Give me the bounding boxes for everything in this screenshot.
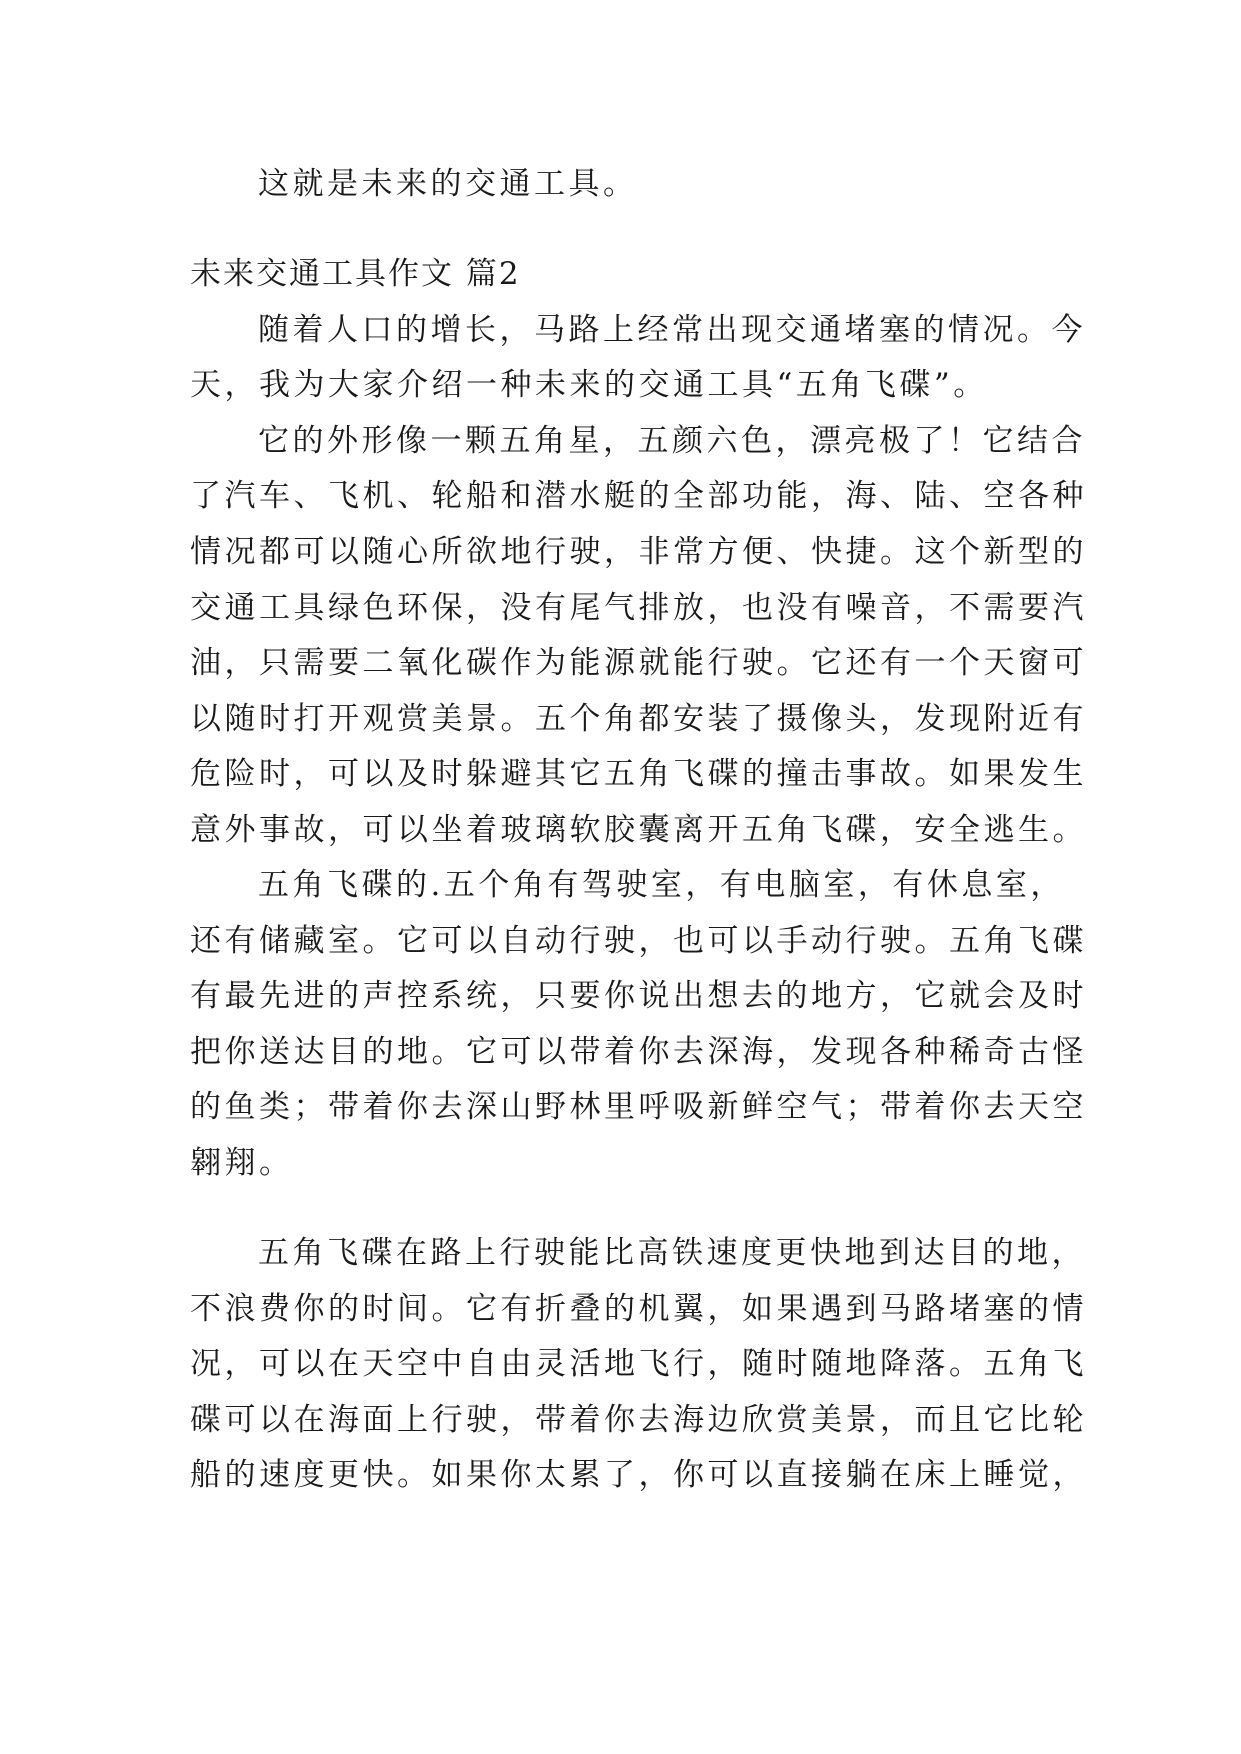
paragraph-line: 不浪费你的时间。它有折叠的机翼，如果遇到马路堵塞的情	[190, 1291, 1087, 1327]
paragraph-line: 碟可以在海面上行驶，带着你去海边欣赏美景，而且它比轮	[190, 1402, 1087, 1438]
paragraph-line: 的鱼类；带着你去深山野林里呼吸新鲜空气；带着你去天空	[190, 1089, 1087, 1125]
paragraph-line: 危险时，可以及时躲避其它五角飞碟的撞击事故。如果发生	[190, 756, 1087, 792]
paragraph-line: 意外事故，可以坐着玻璃软胶囊离开五角飞碟，安全逃生。	[190, 812, 1087, 848]
paragraph-line: 船的速度更快。如果你太累了，你可以直接躺在床上睡觉，	[190, 1457, 1087, 1493]
paragraph-line: 以随时打开观赏美景。五个角都安装了摄像头，发现附近有	[190, 701, 1087, 737]
paragraph-line: 油，只需要二氧化碳作为能源就能行驶。它还有一个天窗可	[190, 645, 1087, 681]
paragraph-line: 这就是未来的交通工具。	[258, 166, 638, 202]
paragraph-line: 天，我为大家介绍一种未来的交通工具“五角飞碟”。	[190, 367, 988, 403]
paragraph-line: 翱翔。	[190, 1145, 294, 1181]
paragraph-line: 还有储藏室。它可以自动行驶，也可以手动行驶。五角飞碟	[190, 923, 1087, 959]
paragraph-line: 五角飞碟的.五个角有驾驶室，有电脑室，有休息室，	[258, 867, 1065, 903]
paragraph-line: 了汽车、飞机、轮船和潜水艇的全部功能，海、陆、空各种	[190, 478, 1087, 514]
paragraph-line: 随着人口的增长，马路上经常出现交通堵塞的情况。今	[258, 312, 1086, 348]
paragraph-line: 五角飞碟在路上行驶能比高铁速度更快地到达目的地，	[258, 1235, 1086, 1271]
section-heading: 未来交通工具作文 篇2	[190, 256, 521, 292]
paragraph-line: 情况都可以随心所欲地行驶，非常方便、快捷。这个新型的	[190, 534, 1087, 570]
paragraph-line: 把你送达目的地。它可以带着你去深海，发现各种稀奇古怪	[190, 1034, 1087, 1070]
paragraph-line: 有最先进的声控系统，只要你说出想去的地方，它就会及时	[190, 978, 1087, 1014]
paragraph-line: 况，可以在天空中自由灵活地飞行，随时随地降落。五角飞	[190, 1346, 1087, 1382]
paragraph-line: 它的外形像一颗五角星，五颜六色，漂亮极了！它结合	[258, 423, 1086, 459]
paragraph-line: 交通工具绿色环保，没有尾气排放，也没有噪音，不需要汽	[190, 590, 1087, 626]
